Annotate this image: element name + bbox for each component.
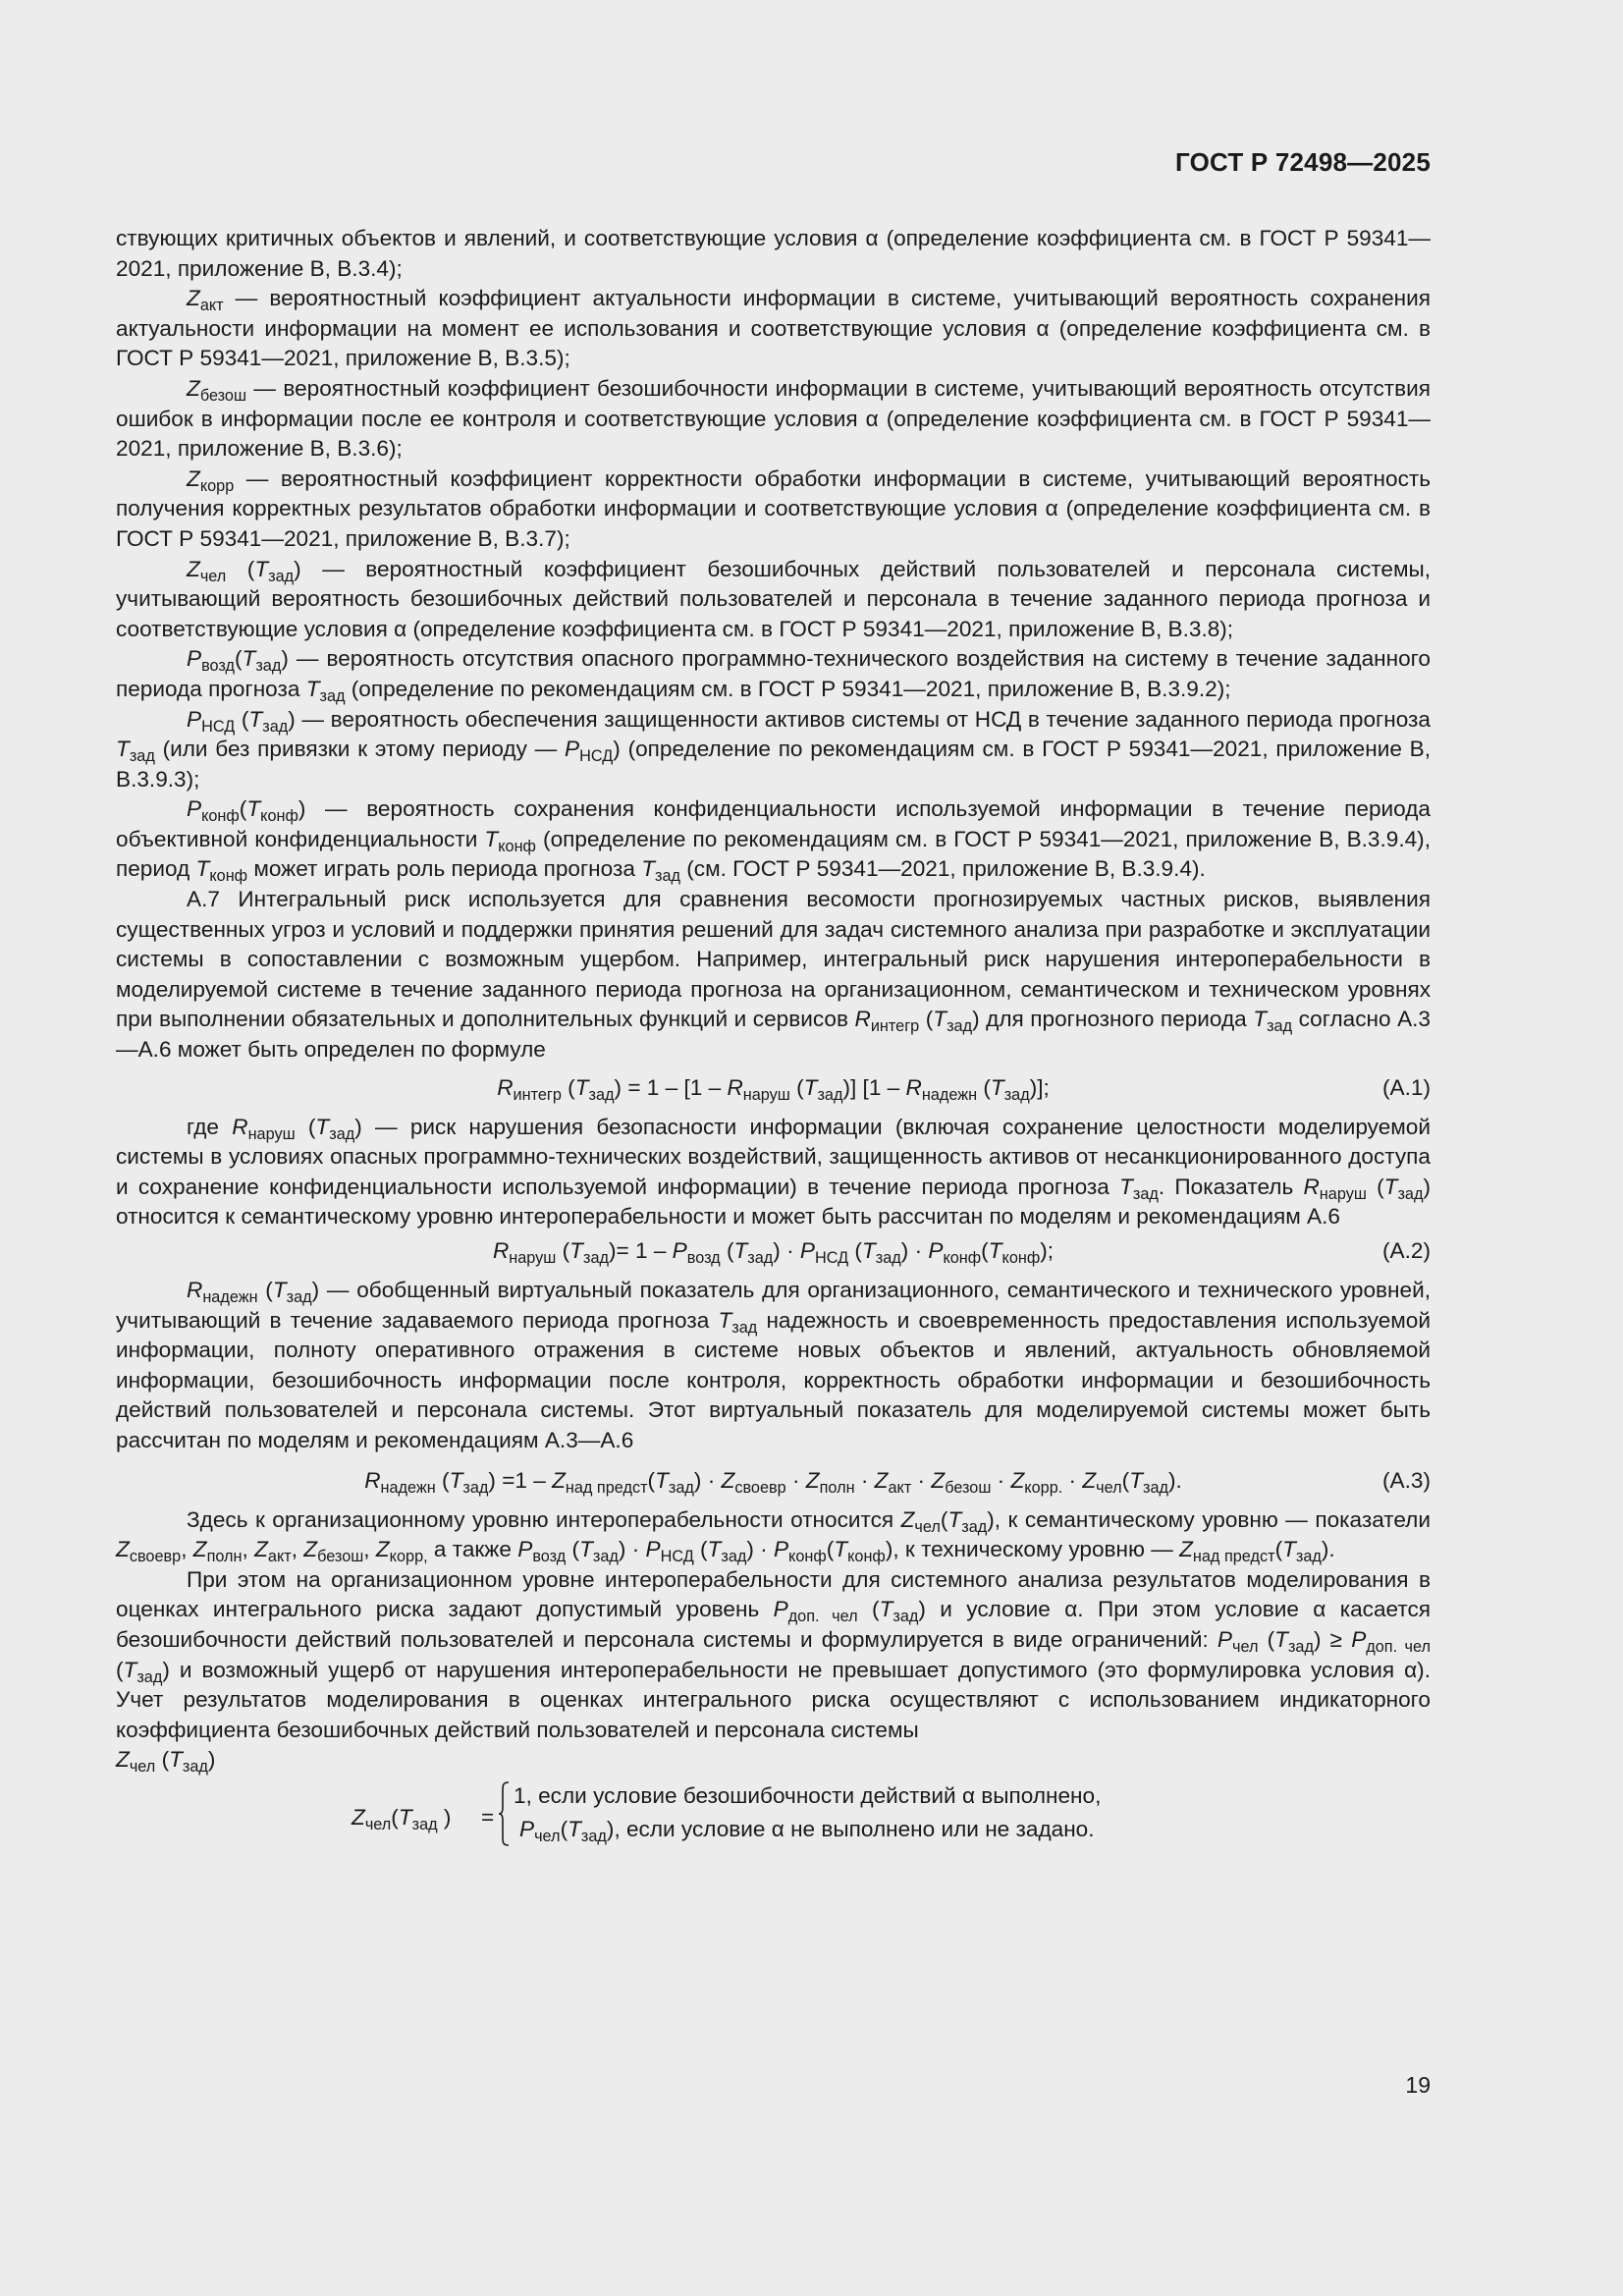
formula-a1-number: (А.1) [1382,1074,1431,1100]
paragraph-r-narush: где $R_{наруш}$ $(T_{зад})$ — риск нарушения безопасности информации (включая сохранение целостности моделируемой системы в условиях опасных программно-технических воздействий, защищенность активов от несанкционированного доступа и сохранение конфиденциальности используемой информации) в течение периода прогноза $T_{зад}$. Показатель $R_{наруш}$ $(T_{зад})$ относится к семантическому уровню интероперабельности и может быть рассчитан по моделям и рекомендациям А.6 [116,1114,1431,1230]
paragraph-p-konf: $P_{конф}(T_{конф})$ — вероятность сохранения конфиденциальности используемой информации в течение периода объективной конфиденциальности $T_{конф}$ (определение по рекомендациям см. в ГОСТ Р 59341—2021, приложение В, В.3.9.4), период $T_{конф}$ может играть роль периода прогноза $T_{зад}$ (см. ГОСТ Р 59341—2021, приложение В, В.3.9.4). [116,796,1431,886]
piecewise-equals: = [481,1804,495,1830]
paragraph-0: ствующих критичных объектов и явлений, и соответствующие условия α (определение коэффициента см. в ГОСТ Р 59341—2021, приложение В, В.3.4); [116,226,1431,281]
formula-a3 [116,1466,1431,1500]
formula-a1 [116,1073,1431,1107]
formula-a2-number: (А.2) [1382,1238,1431,1263]
formula-a1-expression: $R_{интегр}$ $(T_{зад}) = 1 - [1 - R_{наруш}$ $(T_{зад})$] [$1 - R_{надежн}$ $(T_{зад})$]; [497,1074,1050,1104]
paragraph-a7: А.7 Интегральный риск используется для сравнения весомости прогнозируемых частных рисков, выявления существенных угроз и условий и поддержки принятия решений для задач системного анализа при разработке и эксплуатации системы в сопоставлении с возможным ущербом. Например, интегральный риск нарушения интероперабельности в моделируемой системе в течение заданного периода прогноза на организационном, семантическом и техническом уровнях при выполнении обязательных и дополнительных функций и сервисов $R_{интегр}$ $(T_{зад})$ для прогнозного периода $T_{зад}$ согласно А.3—А.6 может быть определен по формуле [116,887,1432,1063]
piecewise-case-1: 1, если условие безошибочности действий α выполнено, [514,1782,1102,1808]
formula-a2 [116,1236,1431,1270]
paragraph-organizational: При этом на организационном уровне интероперабельности для системного анализа результатов моделирования в оценках интегрального риска задают допустимый уровень $P_{доп. чел}$ $(T_{зад})$ и условие α. При этом условие α касается безошибочности действий пользователей и персонала системы и формулируется в виде ограничений: $P_{чел}$ $(T_{зад}) \ge P_{доп. чел}$ $(T_{зад})$ и возможный ущерб от нарушения интероперабельности не превышает допустимого (это формулировка условия α). Учет результатов моделирования в оценках интегрального риска осуществляют с использованием индикаторного коэффициента безошибочных действий пользователей и персонала системы $Z_{чел}$ $(T_{зад})$ [116,1566,1431,1777]
formula-a3-number: (А.3) [1382,1467,1431,1493]
paragraph-z-chel: $Z_{чел}$ $(T_{зад})$ — вероятностный коэффициент безошибочных действий пользователей и персонала системы, учитывающий вероятность безошибочных действий пользователей и персонала в течение заданного периода прогноза и соответствующие условия α (определение коэффициента см. в ГОСТ Р 59341—2021, приложение В, В.3.8); [116,556,1431,641]
paragraph-r-nadezhn: $R_{надежн}$ $(T_{зад})$ — обобщенный виртуальный показатель для организационного, семантического и технического уровней, учитывающий в течение задаваемого периода прогноза $T_{зад}$ надежность и своевременность предоставления используемой информации, полноту оперативного отражения в системе новых объектов и явлений, актуальность обновляемой информации, безошибочность информации после контроля, корректность обработки информации и безошибочность действий пользователей и персонала системы. Этот виртуальный показатель для моделируемой системы может быть рассчитан по моделям и рекомендациям А.3—А.6 [116,1278,1431,1452]
paragraph-z-korr: $Z_{корр}$ — вероятностный коэффициент корректности обработки информации в системе, учитывающий вероятность получения корректных результатов обработки информации и соответствующие условия α (определение коэффициента см. в ГОСТ Р 59341—2021, приложение В, В.3.7); [116,465,1431,551]
document-body [116,224,1431,1856]
page-number: 19 [1405,2072,1431,2098]
paragraph-levels: Здесь к организационному уровню интероперабельности относится $Z_{чел}(T_{зад})$, к семантическому уровню — показатели $Z_{своевр}$, $Z_{полн}$, $Z_{акт}$, $Z_{безош}$, $Z_{корр,}$ а также $P_{возд}$ $(T_{зад}) \cdot P_{НСД}$ $(T_{зад}) \cdot P_{конф}(T_{конф})$, к техническому уровню — $Z_{над предст}(T_{зад})$. [116,1506,1431,1566]
paragraph-p-nsd: $P_{НСД}$ $(T_{зад})$ — вероятность обеспечения защищенности активов системы от НСД в течение заданного периода прогноза $T_{зад}$ (или без привязки к этому периоду — $P_{НСД}$) (определение по рекомендациям см. в ГОСТ Р 59341—2021, приложение В, В.3.9.3); [116,706,1431,792]
piecewise-lhs: $Z_{чел}(T_{зад}$ ) [352,1804,452,1833]
paragraph-z-akt: $Z_{акт}$ — вероятностный коэффициент актуальности информации в системе, учитывающий вероятность сохранения актуальности информации на момент ее использования и соответствующие условия α (определение коэффициента см. в ГОСТ Р 59341—2021, приложение В, В.3.5); [116,286,1431,371]
formula-a3-expression: $R_{надежн}$ $(T_{зад}) =1 - Z_{над предст}(T_{зад}) \cdot Z_{своевр} \cdot Z_{полн} \cdot Z_{акт} \cdot Z_{безош} \cdot Z_{корр.} \cdot Z_{чел}(T_{зад})$. [364,1467,1182,1497]
piecewise-case-2: $P_{чел}(T_{зад})$, если условие α не выполнено или не задано. [519,1816,1095,1845]
paragraph-p-vozd: $P_{возд}(T_{зад})$ — вероятность отсутствия опасного программно-технического воздействия на систему в течение заданного периода прогноза $T_{зад}$ (определение по рекомендациям см. в ГОСТ Р 59341—2021, приложение В, В.3.9.2); [116,646,1431,705]
formula-a2-expression: $R_{наруш}$ $(T_{зад})= 1 - P_{возд}$ $(T_{зад}) \cdot P_{НСД}$ $(T_{зад}) \cdot P_{конф}(T_{конф})$; [492,1238,1055,1267]
formula-piecewise [116,1781,1431,1856]
curly-brace-icon [498,1781,510,1846]
document-header: ГОСТ Р 72498—2025 [1175,147,1431,177]
paragraph-z-bezosh: $Z_{безош}$ — вероятностный коэффициент безошибочности информации в системе, учитывающий вероятность отсутствия ошибок в информации после ее контроля и соответствующие условия α (определение коэффициента см. в ГОСТ Р 59341—2021, приложение В, В.3.6); [116,375,1431,462]
